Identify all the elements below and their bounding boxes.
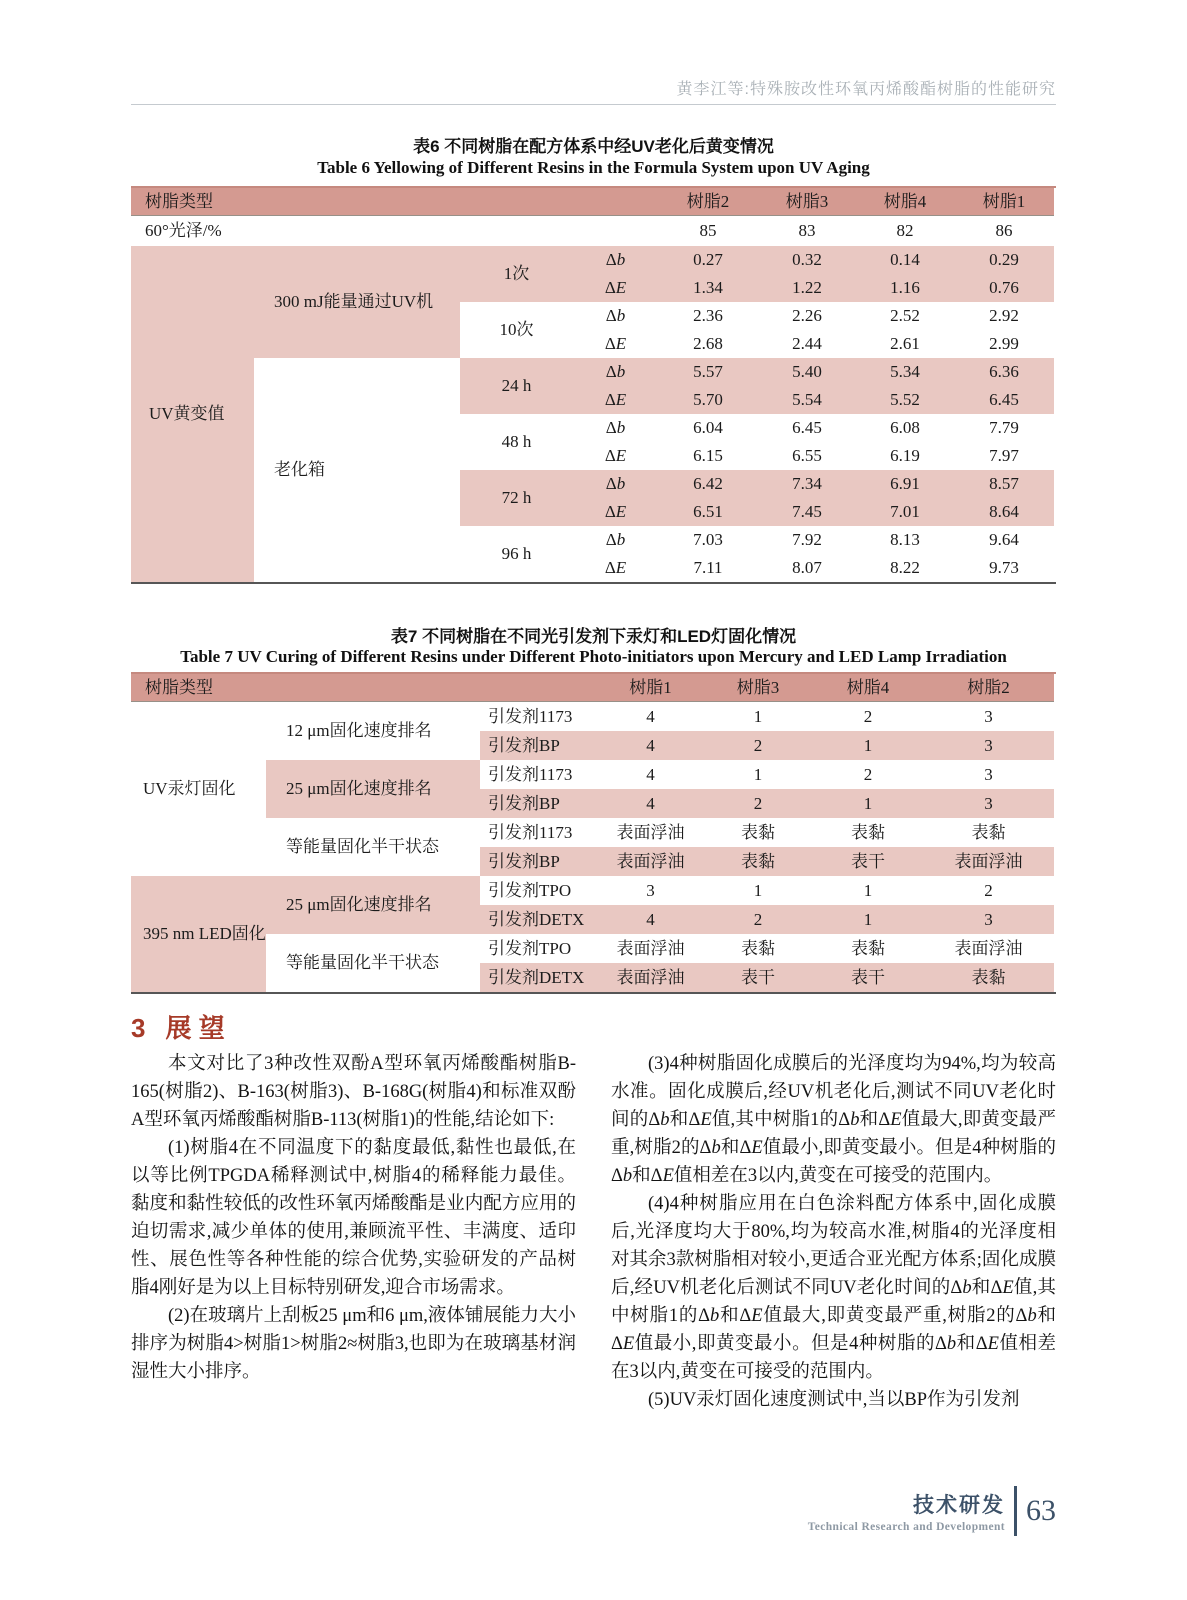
value-cell: 8.13 [890,530,920,550]
value-cell: 2.99 [989,334,1019,354]
value-cell: 6.55 [792,446,822,466]
resin-header: 树脂3 [758,188,856,216]
section-number: 3 [131,1013,146,1043]
metric-label: Δ E [604,446,627,466]
value-cell: 7.11 [693,558,723,578]
value-cell: 7.45 [758,498,856,526]
value-cell: 3 [984,764,993,784]
table7-header-label: 树脂类型 [131,674,598,702]
initiator-label: 引发剂TPO [488,938,572,958]
time-label: 96 h [501,544,532,564]
value-cell: 表黏 [703,847,813,876]
row-group-label: UV黄变值 [131,246,254,582]
value-cell: 表黏 [851,822,885,842]
value-cell: 5.52 [856,386,954,414]
value-cell: 6.45 [954,386,1054,414]
value-cell: 2.52 [890,306,920,326]
test-group-label: 25 μm固化速度排名 [266,876,480,934]
value-cell: 0.32 [758,246,856,274]
value-cell: 1 [753,880,763,900]
value-cell: 7.97 [989,446,1019,466]
value-cell: 2.26 [792,306,822,326]
value-cell: 2.61 [890,334,920,354]
table6-title-en: Table 6 Yellowing of Different Resins in the Formula System upon UV Aging [317,158,870,177]
running-head: 黄李江等:特殊胺改性环氧丙烯酸酯树脂的性能研究 [676,81,1056,98]
method-group-label: 300 mJ能量通过UV机 [254,246,460,358]
value-cell: 1 [813,731,923,760]
value-cell: 6.51 [658,498,758,526]
gloss-value: 82 [896,221,914,241]
initiator-label: 引发剂DETX [480,963,598,992]
gloss-value: 83 [798,221,816,241]
value-cell: 表黏 [741,938,775,958]
footer-section-en: Technical Research and Development [807,1521,1005,1533]
table6-header-label: 树脂类型 [131,188,658,216]
test-group-label: 等能量固化半干状态 [286,837,439,857]
initiator-label: 引发剂1173 [488,822,573,842]
value-cell: 9.73 [989,558,1019,578]
value-cell: 7.92 [792,530,822,550]
value-cell: 0.29 [954,246,1054,274]
value-cell: 表面浮油 [616,938,685,958]
value-cell: 2 [863,764,873,784]
initiator-label: 引发剂1173 [488,706,573,726]
value-cell: 2 [863,706,873,726]
time-label: 10次 [499,320,534,340]
value-cell: 表面浮油 [923,847,1054,876]
metric-label: Δ b [573,246,658,274]
section-heading [131,1008,225,1045]
gloss-value: 85 [699,221,717,241]
table7-title-en: Table 7 UV Curing of Different Resins under Different Photo-initiators upon Mercury and LED Lamp Irradiation [180,647,1007,666]
value-cell: 0.27 [658,246,758,274]
value-cell: 8.64 [954,498,1054,526]
time-label: 48 h [501,432,532,452]
value-cell: 7.03 [693,530,723,550]
value-cell: 6.08 [890,418,920,438]
value-cell: 4 [598,789,703,818]
gloss-row-label: 60°光泽/% [145,221,222,241]
paragraph: (4)4种树脂应用在白色涂料配方体系中,固化成膜后,光泽度均大于80%,均为较高水准,树脂4的光泽度相对其余3款树脂相对较小,更适合亚光配方体系;固化成膜后,经UV机老化后测试不同UV老化时间的Δb和ΔE值,其中树脂1的Δb和ΔE值最大,即黄变最严重,树脂2的Δb和ΔE值最小,即黄变最小。但是4种树脂的Δb和ΔE值相差在3以内,黄变在可接受的范围内。 [611,1194,1056,1382]
footer-text [808,1489,1005,1533]
value-cell: 1 [813,789,923,818]
value-cell: 5.34 [856,358,954,386]
resin-header: 树脂1 [598,674,703,702]
initiator-label: 引发剂1173 [488,764,573,784]
lamp-group-label: UV汞灯固化 [143,779,236,799]
test-group-label: 等能量固化半干状态 [286,953,439,973]
metric-label: Δ E [573,274,658,302]
method-group-label: 老化箱 [274,460,325,480]
initiator-label: 引发剂BP [480,847,598,876]
value-cell: 表面浮油 [598,847,703,876]
value-cell: 1 [753,764,763,784]
value-cell: 6.19 [890,446,920,466]
value-cell: 6.42 [658,470,758,498]
time-label: 72 h [460,470,573,526]
resin-header: 树脂4 [813,674,923,702]
initiator-label: 引发剂DETX [480,905,598,934]
value-cell: 0.76 [954,274,1054,302]
section-title: 展 望 [165,1013,225,1043]
metric-label: Δ b [605,418,626,438]
initiator-label: 引发剂BP [480,731,598,760]
table7-title-zh: 表7 不同树脂在不同光引发剂下汞灯和LED灯固化情况 [390,627,797,646]
value-cell: 2.68 [693,334,723,354]
footer-divider [1014,1486,1017,1536]
value-cell: 1 [753,706,763,726]
value-cell: 8.07 [792,558,822,578]
value-cell: 2 [703,789,813,818]
metric-label: Δ b [605,530,626,550]
value-cell: 5.70 [658,386,758,414]
metric-label: Δ E [573,386,658,414]
resin-header: 树脂2 [658,188,758,216]
value-cell: 3 [923,731,1054,760]
body-columns [131,1050,1056,1414]
right-column [611,1050,1056,1414]
value-cell: 5.57 [658,358,758,386]
value-cell: 3 [646,880,655,900]
resin-header: 树脂1 [954,188,1054,216]
test-group-label: 12 μm固化速度排名 [286,721,432,741]
value-cell: 表干 [813,847,923,876]
value-cell: 3 [984,706,993,726]
value-cell: 2 [984,880,993,900]
initiator-label: 引发剂BP [480,789,598,818]
table6-title-zh: 表6 不同树脂在配方体系中经UV老化后黄变情况 [413,137,774,156]
value-cell: 表黏 [923,963,1054,992]
value-cell: 7.79 [989,418,1019,438]
value-cell: 2 [703,731,813,760]
metric-label: Δ b [605,306,626,326]
resin-header: 树脂3 [703,674,813,702]
paragraph: 本文对比了3种改性双酚A型环氧丙烯酸酯树脂B-165(树脂2)、B-163(树脂3)、B-168G(树脂4)和标准双酚A型环氧丙烯酸酯树脂B-113(树脂1)的性能,结论如下: [131,1054,576,1130]
paragraph: (3)4种树脂固化成膜后的光泽度均为94%,均为较高水准。固化成膜后,经UV机老化后,测试不同UV老化时间的Δb和ΔE值,其中树脂1的Δb和ΔE值最大,即黄变最严重,树脂2的Δb和ΔE值最小,即黄变最小。但是4种树脂的Δb和ΔE值相差在3以内,黄变在可接受的范围内。 [611,1054,1056,1186]
value-cell: 1.34 [658,274,758,302]
metric-label: Δ E [573,498,658,526]
paragraph: (1)树脂4在不同温度下的黏度最低,黏性也最低,在以等比例TPGDA稀释测试中,树脂4的稀释能力最佳。黏度和黏性较低的改性环氧丙烯酸酯是业内配方应用的迫切需求,减少单体的使用,兼顾流平性、丰满度、适印性、展色性等各种性能的综合优势,实验研发的产品树脂4刚好是为以上目标特别研发,迎合市场需求。 [131,1138,576,1298]
value-cell: 表干 [703,963,813,992]
value-cell: 2.36 [693,306,723,326]
paragraph: (2)在玻璃片上刮板25 μm和6 μm,液体铺展能力大小排序为树脂4>树脂1>树脂2≈树脂3,也即为在玻璃基材润湿性大小排序。 [131,1306,576,1382]
value-cell: 0.14 [856,246,954,274]
metric-label: Δ b [573,470,658,498]
value-cell: 7.34 [758,470,856,498]
value-cell: 3 [923,905,1054,934]
value-cell: 5.40 [758,358,856,386]
value-cell: 2.44 [792,334,822,354]
metric-label: Δ b [573,358,658,386]
paragraph: (5)UV汞灯固化速度测试中,当以BP作为引发剂 [648,1390,1020,1410]
table6 [131,186,1056,584]
value-cell: 6.45 [792,418,822,438]
test-group-label: 25 μm固化速度排名 [266,760,480,818]
value-cell: 6.36 [954,358,1054,386]
value-cell: 4 [598,731,703,760]
value-cell: 4 [646,764,655,784]
value-cell: 1 [813,905,923,934]
resin-header: 树脂4 [856,188,954,216]
value-cell: 表面浮油 [598,963,703,992]
value-cell: 9.64 [989,530,1019,550]
value-cell: 8.57 [954,470,1054,498]
value-cell: 6.91 [856,470,954,498]
time-label: 1次 [460,246,573,302]
resin-header: 树脂2 [923,674,1054,702]
metric-label: Δ E [604,334,627,354]
value-cell: 表干 [813,963,923,992]
footer-section-zh: 技术研发 [913,1494,1005,1517]
value-cell: 6.15 [693,446,723,466]
value-cell: 表黏 [971,822,1006,842]
table7 [131,672,1056,994]
value-cell: 5.54 [758,386,856,414]
value-cell: 表黏 [741,822,775,842]
value-cell: 8.22 [890,558,920,578]
value-cell: 2 [703,905,813,934]
initiator-label: 引发剂TPO [488,880,572,900]
value-cell: 4 [646,706,655,726]
value-cell: 1 [863,880,873,900]
value-cell: 表黏 [851,938,885,958]
value-cell: 1.22 [758,274,856,302]
value-cell: 1.16 [856,274,954,302]
left-column [131,1050,576,1414]
value-cell: 2.92 [989,306,1019,326]
footer [808,1486,1056,1536]
value-cell: 6.04 [693,418,723,438]
gloss-value: 86 [995,221,1013,241]
time-label: 24 h [460,358,573,414]
value-cell: 表面浮油 [954,938,1023,958]
lamp-group-label: 395 nm LED固化 [131,876,266,992]
page-number: 63 [1026,1494,1056,1527]
value-cell: 表面浮油 [616,822,685,842]
value-cell: 7.01 [856,498,954,526]
metric-label: Δ E [604,558,627,578]
value-cell: 3 [923,789,1054,818]
header-rule [131,104,1056,105]
value-cell: 4 [598,905,703,934]
